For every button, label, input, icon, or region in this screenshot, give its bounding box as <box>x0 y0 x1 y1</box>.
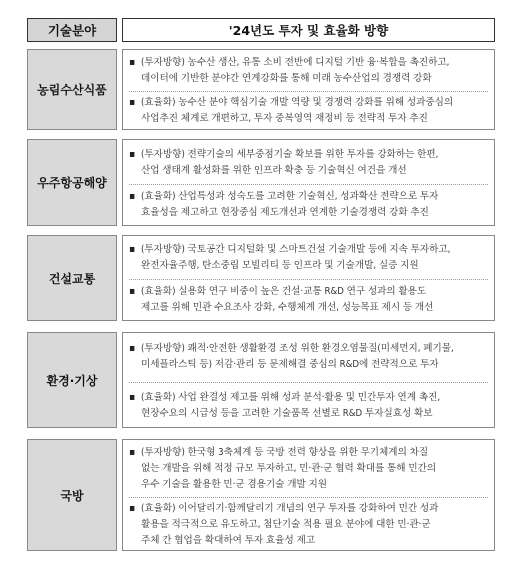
bullet-line: 우수 기술을 활용한 민·군 겸용기술 개발 지원 <box>141 479 327 490</box>
category-cell: 건설교통 <box>27 235 117 321</box>
bullet-line: 산업 생태계 활성화를 위한 인프라 확충 등 기술혁신 여건을 개선 <box>141 165 407 176</box>
bullet-efficiency <box>129 189 488 221</box>
content-cell <box>122 139 495 226</box>
bullet-investment <box>129 242 488 274</box>
divider <box>129 184 488 185</box>
bullet-line: ▪ (투자방향) 국토공간 디지털화 및 스마트건설 기술개발 등에 지속 투자하고, <box>141 244 451 255</box>
category-cell: 우주항공해양 <box>27 139 117 226</box>
bullet-line: 활용을 적극적으로 유도하고, 첨단기술 적용 필요 분야에 대한 민·관·군 <box>141 519 431 530</box>
bullet-line: 제고를 위해 민관 수요조사 강화, 수행체계 개선, 성능목표 제시 등 개선 <box>141 302 434 313</box>
header-direction: '24년도 투자 및 효율화 방향 <box>122 18 495 42</box>
bullet-efficiency <box>129 390 488 422</box>
header-category: 기술분야 <box>27 18 117 42</box>
table-row <box>27 332 495 428</box>
divider <box>129 279 488 280</box>
bullet-line: ▪ (효율화) 농수산 분야 핵심기술 개발 역량 및 경쟁력 강화를 위해 성과중심의 <box>141 97 454 108</box>
bullet-line: 현장수요의 시급성 등을 고려한 기술품목 선별로 R&D 투자실효성 확보 <box>141 408 433 419</box>
content-cell <box>122 235 495 321</box>
category-cell: 농림수산식품 <box>27 49 117 130</box>
bullet-investment <box>129 147 488 179</box>
content-cell <box>122 332 495 428</box>
category-cell: 환경·기상 <box>27 332 117 428</box>
bullet-line: ▪ (효율화) 이어달리기·함께달리기 개념의 연구 투자를 강화하여 민간 성과 <box>141 503 439 514</box>
bullet-line: ▪ (투자방향) 한국형 3축체계 등 국방 전력 향상을 위한 무기체계의 차질 <box>141 447 429 458</box>
divider <box>129 497 488 498</box>
bullet-line: 사업추진 체계로 개편하고, 투자 중복영역 재정비 등 전략적 투자 추진 <box>141 113 428 124</box>
bullet-investment <box>129 55 488 87</box>
content-cell <box>122 49 495 130</box>
bullet-line: ▪ (투자방향) 쾌적·안전한 생활환경 조성 위한 환경오염물질(미세먼지, 폐기물, <box>141 343 454 354</box>
bullet-line: ▪ (투자방향) 농수산 생산, 유통 소비 전반에 디지털 기반 융·복합을 촉진하고, <box>141 57 450 68</box>
divider <box>129 382 488 383</box>
table-row <box>27 235 495 321</box>
bullet-efficiency <box>129 501 488 549</box>
bullet-line: ▪ (효율화) 실용화 연구 비중이 높은 건설·교통 R&D 연구 성과의 활용도 <box>141 286 427 297</box>
bullet-efficiency <box>129 95 488 127</box>
table-row <box>27 139 495 226</box>
bullet-investment <box>129 341 488 373</box>
bullet-line: ▪ (효율화) 산업특성과 성숙도를 고려한 기술혁신, 성과확산 전략으로 투자 <box>141 191 439 202</box>
divider <box>129 91 488 92</box>
bullet-line: 없는 개발을 위해 적정 규모 투자하고, 민·관·군 협력 확대를 통해 민간의 <box>141 463 437 474</box>
table-row <box>27 439 495 551</box>
category-cell: 국방 <box>27 439 117 551</box>
bullet-line: 데이터에 기반한 분야간 연계강화를 통해 미래 농수산업의 경쟁력 강화 <box>141 73 432 84</box>
table-row <box>27 49 495 130</box>
bullet-line: 주체 간 협업을 확대하여 투자 효율성 제고 <box>141 535 315 546</box>
bullet-line: 완전자율주행, 탄소중립 모빌리티 등 인프라 및 기술개발, 실증 지원 <box>141 260 419 271</box>
bullet-efficiency <box>129 284 488 316</box>
content-cell <box>122 439 495 551</box>
bullet-investment <box>129 445 488 493</box>
bullet-line: ▪ (효율화) 사업 완결성 제고를 위해 성과 분석·활용 및 민간투자 연계 촉진, <box>141 392 441 403</box>
bullet-line: ▪ (투자방향) 전략기술의 세부중점기술 확보를 위한 투자를 강화하는 한편, <box>141 149 439 160</box>
bullet-line: 미세플라스틱 등) 저감·관리 등 문제해결 중심의 R&D에 전략적으로 투자 <box>141 359 439 370</box>
bullet-line: 효율성을 제고하고 현장중심 제도개선과 연계한 기술경쟁력 강화 추진 <box>141 207 429 218</box>
